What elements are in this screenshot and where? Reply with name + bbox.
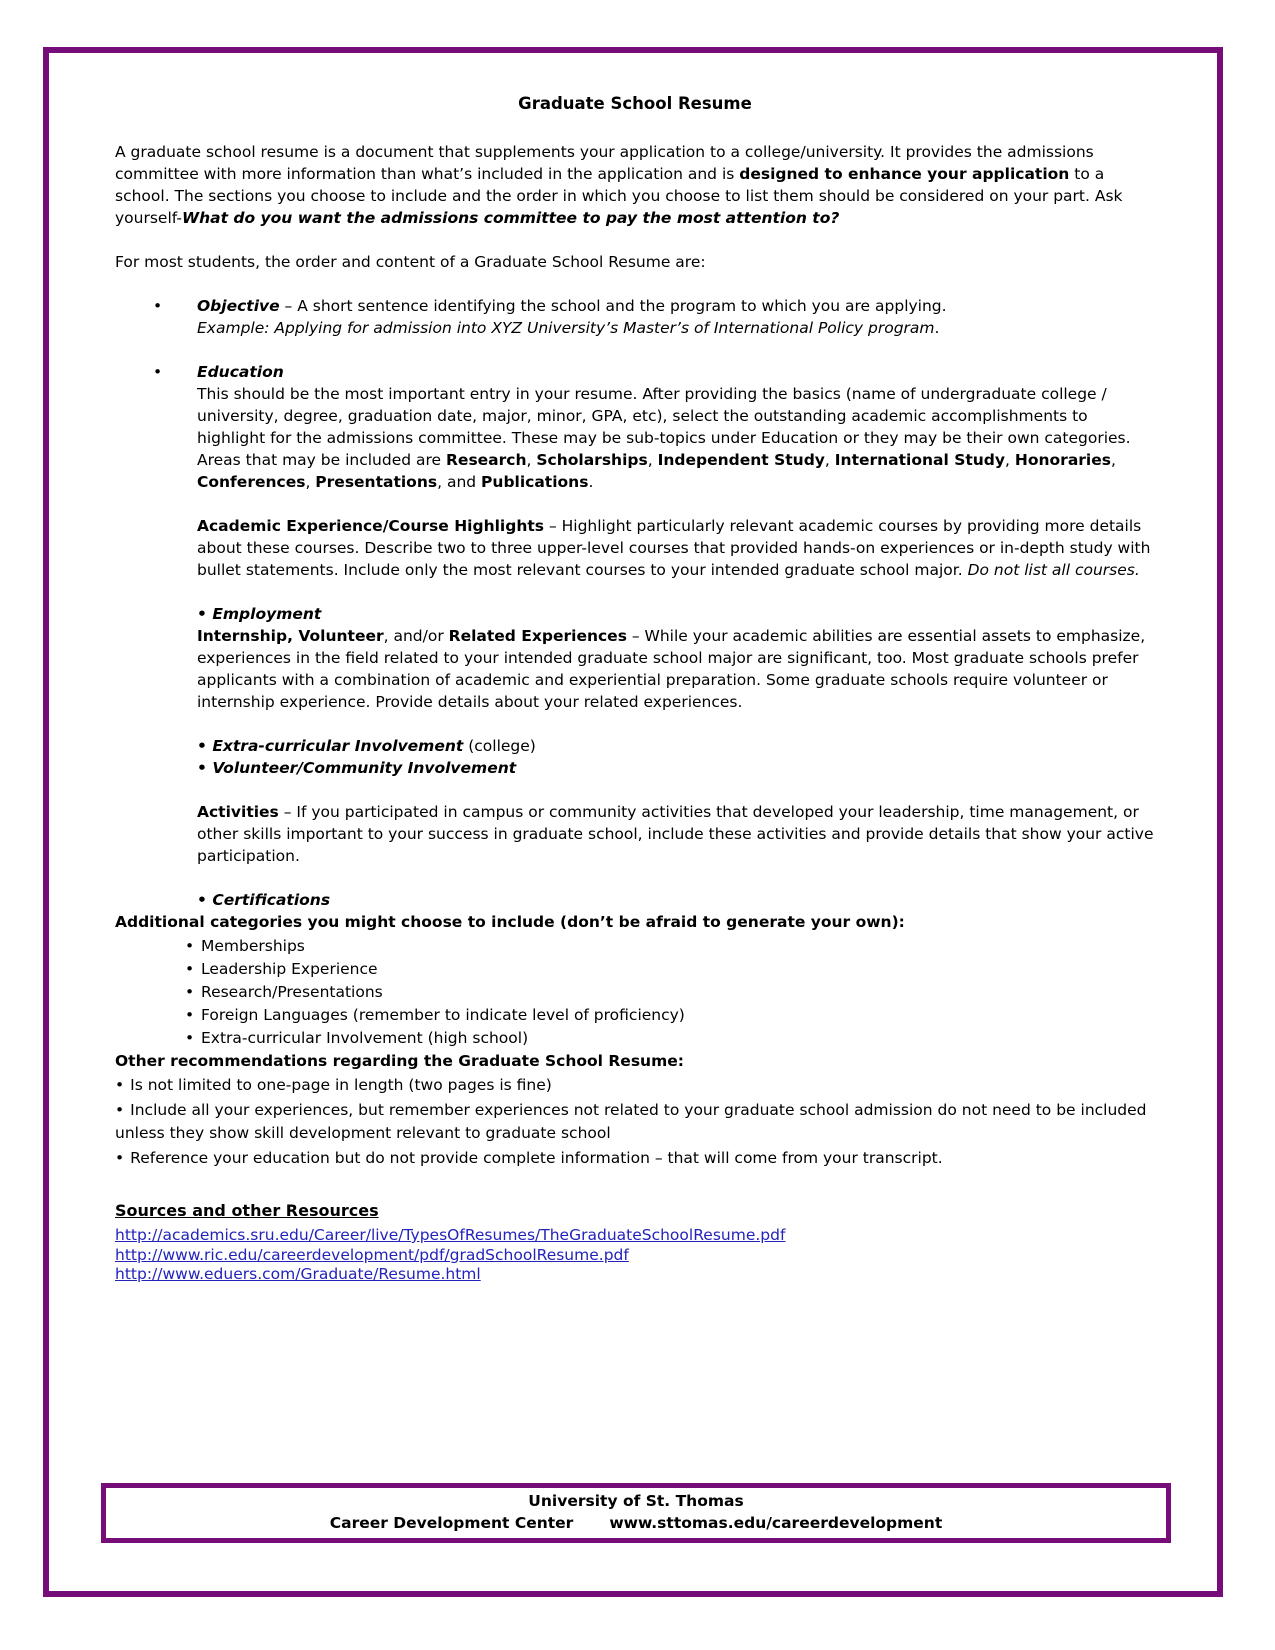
list-item [185,935,1155,958]
list-item-label: Foreign Languages (remember to indicate level of proficiency) [201,1006,685,1024]
footer-url: www.sttomas.edu/careerdevelopment [609,1514,943,1532]
list-item-label: Extra-curricular Involvement (high school) [201,1029,529,1047]
additional-categories-list [185,935,1155,1050]
other-recommendations-heading: Other recommendations regarding the Graduate School Resume: [115,1052,684,1070]
education-heading: Education [197,363,284,381]
bullet-icon: • [185,1029,195,1047]
lead-in-paragraph: For most students, the order and content of a Graduate School Resume are: [115,253,706,271]
volunteer-line: • Volunteer/Community Involvement [197,759,517,777]
objective-line: Objective – A short sentence identifying the school and the program to which you are applying. [197,297,947,315]
bullet-icon: • [115,1149,125,1167]
bullet-icon: • [153,363,163,381]
academic-paragraph: Academic Experience/Course Highlights – Highlight particularly relevant academic courses by providing more details about these courses. Describe two to three upper-level courses that provided hands-on experiences or in-depth study with bullet statements. Include only the most relevant courses to your intended graduate school major. Do not list all courses. [197,517,1151,579]
list-item [185,1004,1155,1027]
bullet-icon: • [185,937,195,955]
bullet-icon: • [115,1101,125,1119]
bullet-icon: • [185,960,195,978]
activities-paragraph: Activities – If you participated in campus or community activities that developed your leadership, time management, or other skills important to your success in graduate school, include these activities and provide details that show your active participation. [197,803,1154,865]
recommendation-text: Include all your experiences, but remember experiences not related to your graduate school admission do not need to be included unless they show skill development relevant to graduate school [115,1101,1147,1142]
source-link-row [115,1246,1155,1266]
list-item-label: Leadership Experience [201,960,378,978]
education-body: This should be the most important entry in your resume. After providing the basics (name of undergraduate college / university, degree, graduation date, major, minor, GPA, etc), select the outstanding academic accomplishments to highlight for the admissions committee. These may be sub-topics under Education or they may be their own categories. Areas that may be included are Research, Scholarships, Independent Study, International Study, Honoraries, Conferences, Presentations, and Publications. [197,385,1131,491]
additional-categories-heading: Additional categories you might choose to include (don’t be afraid to generate your own): [115,913,905,931]
recommendation-text: Is not limited to one-page in length (two pages is fine) [130,1076,552,1094]
certifications-line: • Certifications [197,891,331,909]
sources-heading: Sources and other Resources [115,1201,379,1220]
footer-center-name: Career Development Center [329,1514,574,1532]
source-link[interactable]: http://academics.sru.edu/Career/live/TypesOfResumes/TheGraduateSchoolResume.pdf [115,1226,786,1244]
extracurricular-line: • Extra-curricular Involvement (college) [197,737,536,755]
page-border-frame [43,47,1223,1597]
list-item-label: Memberships [201,937,305,955]
objective-example: Example: Applying for admission into XYZ University’s Master’s of International Policy program. [197,319,940,337]
recommendation-text: Reference your education but do not provide complete information – that will come from your transcript. [130,1149,943,1167]
source-link-row [115,1226,1155,1246]
list-item [185,1027,1155,1050]
footer-box [101,1483,1171,1543]
footer-university: University of St. Thomas [528,1492,744,1510]
source-link[interactable]: http://www.ric.edu/careerdevelopment/pdf/gradSchoolResume.pdf [115,1245,629,1264]
recommendation-item [115,1099,1155,1145]
bullet-icon: • [153,297,163,315]
list-item-education [115,361,1155,911]
bullet-icon: • [185,983,195,1001]
employment-paragraph: Internship, Volunteer, and/or Related Experiences – While your academic abilities are essential assets to emphasize, experiences in the field related to your intended graduate school major are significant, too. Most graduate schools prefer applicants with a combination of academic and experiential preparation. Some graduate schools require volunteer or internship experience. Provide details about your related experiences. [197,627,1146,711]
list-item-label: Research/Presentations [201,983,383,1001]
source-link-row [115,1265,1155,1285]
source-link[interactable]: http://www.eduers.com/Graduate/Resume.html [115,1265,481,1283]
bullet-icon: • [115,1076,125,1094]
recommendation-item [115,1147,1155,1170]
bullet-icon: • [185,1006,195,1024]
document-content [49,53,1217,1285]
list-item [185,958,1155,981]
employment-heading: • Employment [197,605,322,623]
page-title: Graduate School Resume [518,94,752,113]
list-item-objective [115,295,1155,339]
intro-paragraph: A graduate school resume is a document that supplements your application to a college/university. It provides the admissions committee with more information than what’s included in the application and is designed to enhance your application to a school. The sections you choose to include and the order in which you choose to list them should be considered on your part. Ask yourself-What do you want the admissions committee to pay the most attention to? [115,143,1123,227]
footer-line2 [106,1512,1166,1534]
list-item [185,981,1155,1004]
recommendation-item [115,1074,1155,1097]
